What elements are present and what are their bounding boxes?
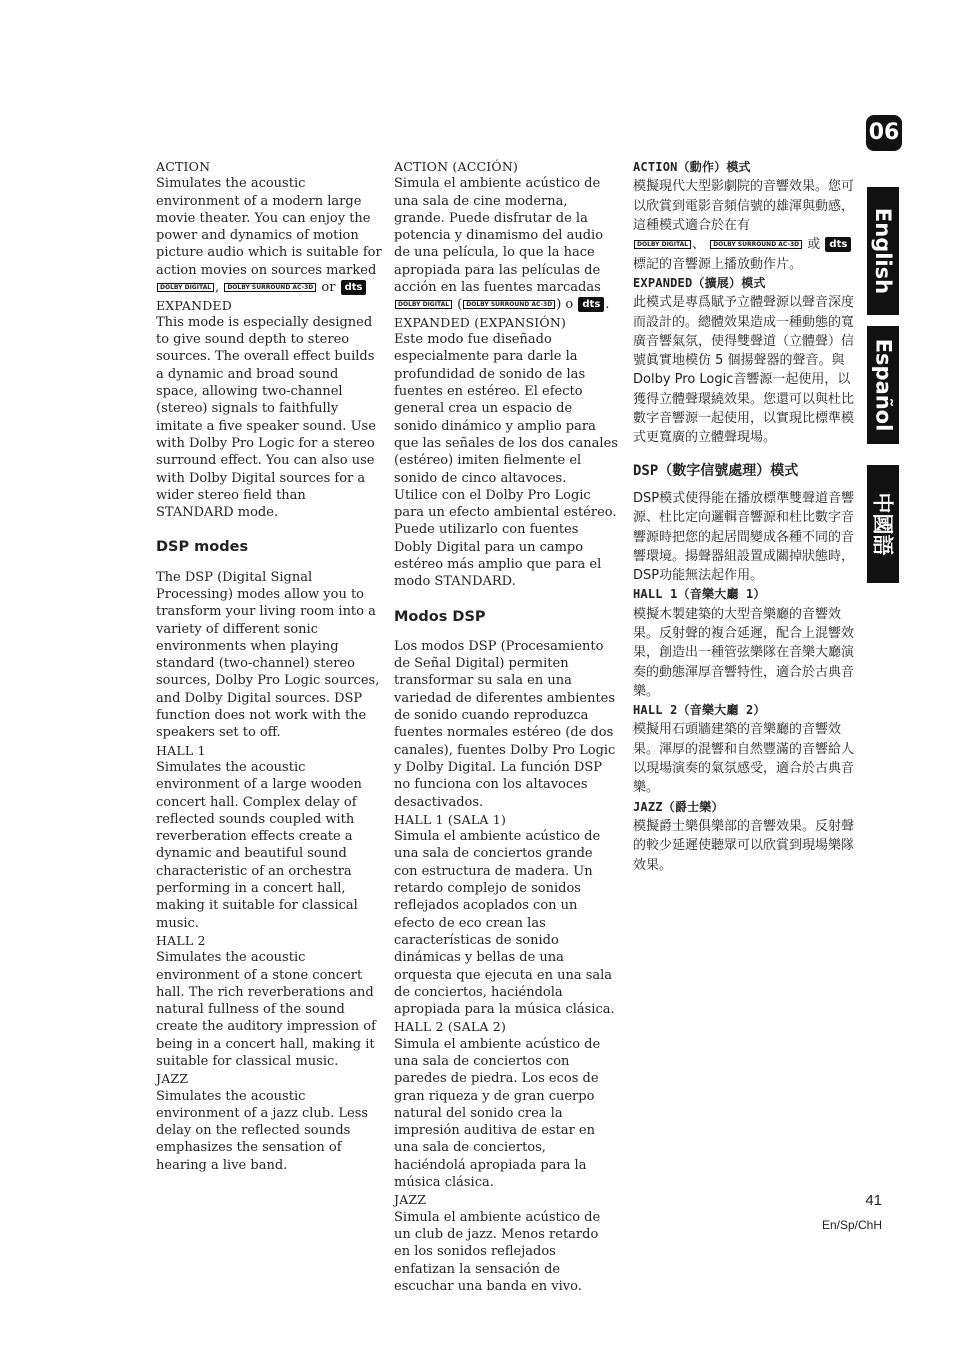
action-text: Simula el ambiente acústico de una sala de cine moderna, grande. Puede disfrutar de la potencia y dinamismo del audio de una película, lo que la hace apropiada para las películas de acción en las fuentes marcadas DOLBY DIGITAL ( DOLBY SURROUND AC-3D ) o dts . xyxy=(394,176,610,313)
expanded-text-2: Utilice con el Dolby Pro Logic para un efecto ambiental estéreo. Puede utilizarlo con fuentes Dobly Digital para un campo estéreo más amplio que para el modo STANDARD. xyxy=(394,487,617,590)
dsp-modes-heading: Modos DSP xyxy=(394,608,486,625)
language-tab-spanish xyxy=(867,326,899,444)
hall2-heading: HALL 2 (SALA 2) xyxy=(394,1019,507,1035)
dsp-modes-heading: DSP modes xyxy=(156,539,249,556)
jazz-heading: JAZZ xyxy=(394,1192,427,1208)
dolby-surround-logo: DOLBY SURROUND AC-3D xyxy=(224,283,316,292)
dolby-surround-logo: DOLBY SURROUND AC-3D xyxy=(463,300,555,309)
dts-logo: dts xyxy=(341,280,367,295)
page-number: 41 xyxy=(865,1192,882,1209)
format-logos: DOLBY DIGITAL , DOLBY SURROUND AC-3D or dts xyxy=(156,279,367,296)
jazz-text: 模擬爵士樂俱樂部的音響效果。反射聲的較少延遲使聽眾可以欣賞到現場樂隊效果。 xyxy=(633,818,855,873)
jazz-heading: JAZZ（爵士樂） xyxy=(633,799,724,814)
language-tab-label: 中國語 xyxy=(870,492,894,556)
english-column xyxy=(156,158,382,1174)
hall2-text: Simulates the acoustic environment of a stone concert hall. The rich reverberations and natural fullness of the sound create the auditory impression of being in a concert hall, making it suitable for classical music. xyxy=(156,950,376,1069)
dolby-digital-logo: DOLBY DIGITAL xyxy=(157,283,214,292)
format-logos: DOLBY DIGITAL 、 DOLBY SURROUND AC-3D 或 dts xyxy=(633,235,852,254)
action-heading: ACTION (ACCIÓN) xyxy=(394,159,519,174)
expanded-text: 此模式是專爲賦予立體聲源以聲音深度而設計的。總體效果造成一種動態的寬廣音響氣氛，使得雙聲道（立體聲）信號眞實地模仿 5 個揚聲器的聲音。與Dolby Pro Logic音響源一起使用，以獲得立體聲環繞效果。您還可以與杜比數字音響源一起使用，以實現比標準模式更寬廣的立體聲現場。 xyxy=(633,295,855,446)
hall2-text: Simula el ambiente acústico de una sala de conciertos con paredes de piedra. Los ecos de gran riqueza y de gran cuerpo natural del sonido crea la impresión auditiva de estar en una sala de conciertos, haciéndolá apropiada para la música clásica. xyxy=(394,1036,601,1191)
hall1-heading: HALL 1（音樂大廳 1） xyxy=(633,587,766,602)
expanded-text: This mode is especially designed to give sound depth to stereo sources. The overall effect builds a dynamic and broad sound space, allowing two-channel (stereo) signals to faithfully imitate a five speaker sound. Use with Dolby Pro Logic for a stereo surround effect. You can also use with Dolby Digital sources for a wider stereo field than STANDARD mode. xyxy=(156,314,376,521)
hall1-text: 模擬木製建築的大型音樂廳的音響效果。反射聲的複合延遲，配合上混響效果，創造出一種管弦樂隊在音樂大廳演奏的動態渾厚音響特性，適合於古典音樂。 xyxy=(633,606,855,699)
hall2-heading: HALL 2 xyxy=(156,932,206,948)
language-code: En/Sp/ChH xyxy=(821,1218,882,1232)
chapter-number-badge: 06 xyxy=(866,115,902,151)
hall1-text: Simula el ambiente acústico de una sala de conciertos grande con estructura de madera. Un retardo complejo de sonidos reflejados acoplados con un efecto de eco crean las características de sonido dinámicas y bellas de una orquesta que ejecuta en una sala de conciertos, haciéndola apropiada para la música clásica. xyxy=(394,829,615,1018)
dsp-modes-text: DSP模式使得能在播放標準雙聲道音響源、杜比定向邏輯音響源和杜比數字音響源時把您的起居間變成各種不同的音響環境。揚聲器組設置成關掉狀態時，DSP功能無法起作用。 xyxy=(633,490,855,584)
action-text: Simulates the acoustic environment of a modern large movie theater. You can enjoy the power and dynamics of motion picture audio which is suitable for action movies on sources marked DOLBY DIGITAL , DOLBY SURROUND AC-3D or dts xyxy=(156,176,382,296)
jazz-text: Simulates the acoustic environment of a jazz club. Less delay on the reflected sounds emphasizes the sensation of hearing a live band. xyxy=(156,1088,369,1173)
dsp-modes-text: Los modos DSP (Procesamiento de Señal Digital) permiten transformar su sala en una variedad de diferentes ambientes de sonido cuando reproduzca fuentes normales estéreo (de dos canales), fuentes Dolby Pro Logic y Dolby Digital. La función DSP no funciona con los altavoces desactivados. xyxy=(394,638,616,810)
language-tab-label: English xyxy=(871,207,895,295)
expanded-text: Este modo fue diseñado especialmente para darle la profundidad de sonido de las fuentes en estéreo. El efecto general crea un espacio de sonido dinámico y amplio para que las señales de los dos canales (estéreo) imiten fielmente el sonido de cinco altavoces. xyxy=(394,332,618,486)
dts-logo: dts xyxy=(578,297,604,312)
hall2-heading: HALL 2（音樂大廳 2） xyxy=(633,703,766,718)
hall1-text: Simulates the acoustic environment of a large wooden concert hall. Complex delay of reflected sounds coupled with reverberation effects create a dynamic and beautiful sound characteristic of an orchestra performing in a concert hall, making it suitable for classical music. xyxy=(156,759,362,931)
expanded-heading: EXPANDED xyxy=(156,297,233,313)
format-logos: DOLBY DIGITAL ( DOLBY SURROUND AC-3D ) o dts . xyxy=(394,296,609,313)
expanded-heading: EXPANDED（擴展）模式 xyxy=(633,275,766,290)
language-tab-english xyxy=(867,187,899,315)
dolby-digital-logo: DOLBY DIGITAL xyxy=(395,300,452,309)
dolby-surround-logo: DOLBY SURROUND AC-3D xyxy=(710,240,802,249)
dsp-modes-text: The DSP (Digital Signal Processing) modes allow you to transform your living room into a variety of different sonic environments when playing standard (two-channel) stereo sources, Dolby Pro Logic sources, and Dolby Digital sources. DSP function does not work with the speakers set to off. xyxy=(156,569,380,741)
dts-logo: dts xyxy=(825,237,851,252)
spanish-column xyxy=(394,158,618,1295)
hall1-heading: HALL 1 xyxy=(156,742,206,758)
language-tab-chinese xyxy=(867,465,899,583)
chinese-column xyxy=(633,158,859,875)
jazz-heading: JAZZ xyxy=(156,1071,189,1087)
action-heading: ACTION xyxy=(156,159,211,174)
expanded-heading: EXPANDED (EXPANSIÓN) xyxy=(394,314,567,330)
hall1-heading: HALL 1 (SALA 1) xyxy=(394,811,507,827)
hall2-text: 模擬用石頭牆建築的音樂廳的音響效果。渾厚的混響和自然豐滿的音響給人以現場演奏的氣氛感受，適合於古典音樂。 xyxy=(633,722,855,796)
jazz-text: Simula el ambiente acústico de un club de jazz. Menos retardo en los sonidos reflejados enfatizan la sensación de escuchar una banda en vivo. xyxy=(394,1209,601,1294)
dsp-modes-heading: DSP（數字信號處理）模式 xyxy=(633,462,799,479)
dolby-digital-logo: DOLBY DIGITAL xyxy=(634,240,691,249)
action-text: 模擬現代大型影劇院的音響效果。您可以欣賞到電影音頻信號的雄渾與動感，這種模式適合於在有 DOLBY DIGITAL 、 DOLBY SURROUND AC-3D 或 dts 標記的音響源上播放動作片。 xyxy=(633,179,855,272)
action-heading: ACTION（動作）模式 xyxy=(633,160,751,174)
language-tab-label: Español xyxy=(871,338,895,432)
